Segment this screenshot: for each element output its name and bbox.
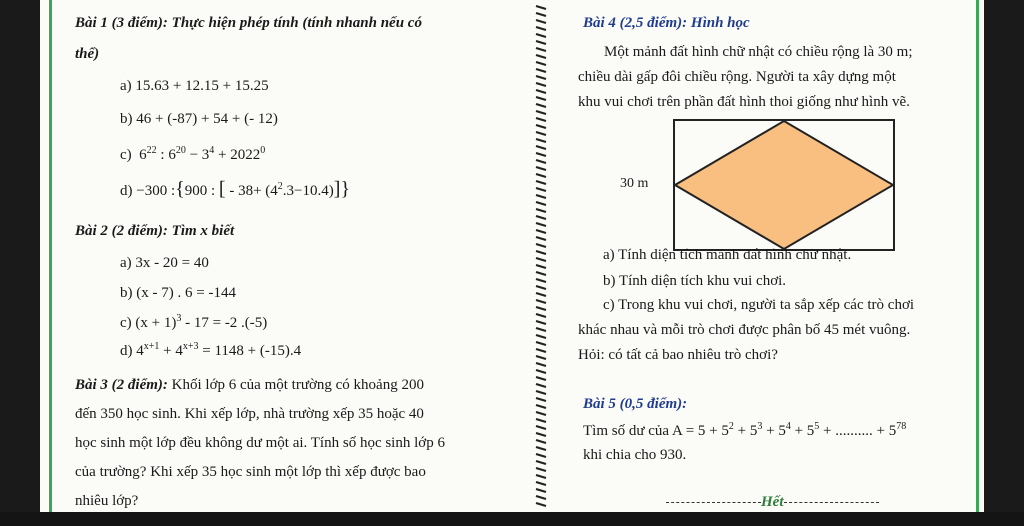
end-dash-right	[784, 502, 879, 503]
bai1-a: a) 15.63 + 12.15 + 15.25	[120, 78, 269, 94]
bai1-c: c) $6^{22}$ : $6^{20} - 3^4 + 2022^0$	[120, 145, 266, 163]
bai2-a: a) 3x - 20 = 40	[120, 255, 209, 271]
bai5-line-2: khi chia cho 930.	[583, 447, 687, 463]
bai3-line-3: học sinh một lớp đều không dư một ai. Tính số học sinh lớp 6	[75, 435, 445, 451]
bai4-line-2: chiều dài gấp đôi chiều rộng. Người ta xây dựng một	[578, 69, 896, 85]
notebook-spine	[534, 0, 548, 512]
bai4-c-line-2: khác nhau và mỗi trò chơi được phân bố 45 mét vuông.	[578, 322, 911, 338]
bai3-line-4: của trường? Khi xếp 35 học sinh một lớp thì xếp được bao	[75, 464, 426, 480]
bai2-b: b) (x - 7) . 6 = -144	[120, 285, 236, 301]
bai4-heading: Bài 4 (2,5 điểm): Hình học	[583, 15, 750, 31]
bai2-d: d) $4^{x+1} + 4^{x+3} = 1148 + (-15).4$	[120, 341, 302, 359]
left-green-edge	[49, 0, 52, 512]
spine-coils	[536, 6, 546, 506]
play-area-rhombus	[673, 119, 895, 251]
end-mark: Hết	[666, 493, 879, 511]
bai5-heading: Bài 5 (0,5 điểm):	[583, 396, 688, 412]
width-label: 30 m	[620, 176, 649, 191]
bai1-b: b) 46 + (-87) + 54 + (- 12)	[120, 111, 278, 127]
rhombus-shape	[675, 121, 893, 249]
bai1-heading-cont: thể)	[75, 46, 100, 62]
bai5-line-1: Tìm số dư của $A = 5 + 5^2 + 5^3 + 5^4 + 5^5$ + .......... + $5^{78}$	[583, 421, 907, 439]
right-green-edge	[976, 0, 979, 512]
bai4-b: b) Tính diện tích khu vui chơi.	[603, 273, 787, 289]
bai3-line-2: đến 350 học sinh. Khi xếp lớp, nhà trường xếp 35 hoặc 40	[75, 406, 424, 422]
bai4-c-line-1: c) Trong khu vui chơi, người ta sắp xếp các trò chơi	[603, 297, 915, 313]
bai4-line-3: khu vui chơi trên phần đất hình thoi giống như hình vẽ.	[578, 94, 910, 110]
bai4-a: a) Tính diện tích mảnh đất hình chữ nhật.	[603, 247, 852, 263]
bai4-c-line-3: Hỏi: có tất cả bao nhiêu trò chơi?	[578, 347, 778, 363]
bai1-heading: Bài 1 (3 điểm): Thực hiện phép tính (tính nhanh nếu có	[75, 15, 422, 31]
bai3-line-1: Bài 3 (2 điểm): Khối lớp 6 của một trường có khoảng 200	[75, 377, 424, 393]
bai4-line-1: Một mảnh đất hình chữ nhật có chiều rộng là 30 m;	[604, 44, 913, 60]
bai2-heading: Bài 2 (2 điểm): Tìm x biết	[75, 223, 235, 239]
bai3-line-5: nhiêu lớp?	[75, 493, 139, 509]
bai2-c: c) $(x + 1)^3 - 17 = -2$ .(-5)	[120, 313, 268, 331]
bai1-d: d) −300 :{900 : [ - $38+ (4^2.3-10.4)$]}	[120, 178, 351, 200]
bottom-bar	[0, 512, 1024, 526]
end-dash-left	[666, 502, 761, 503]
